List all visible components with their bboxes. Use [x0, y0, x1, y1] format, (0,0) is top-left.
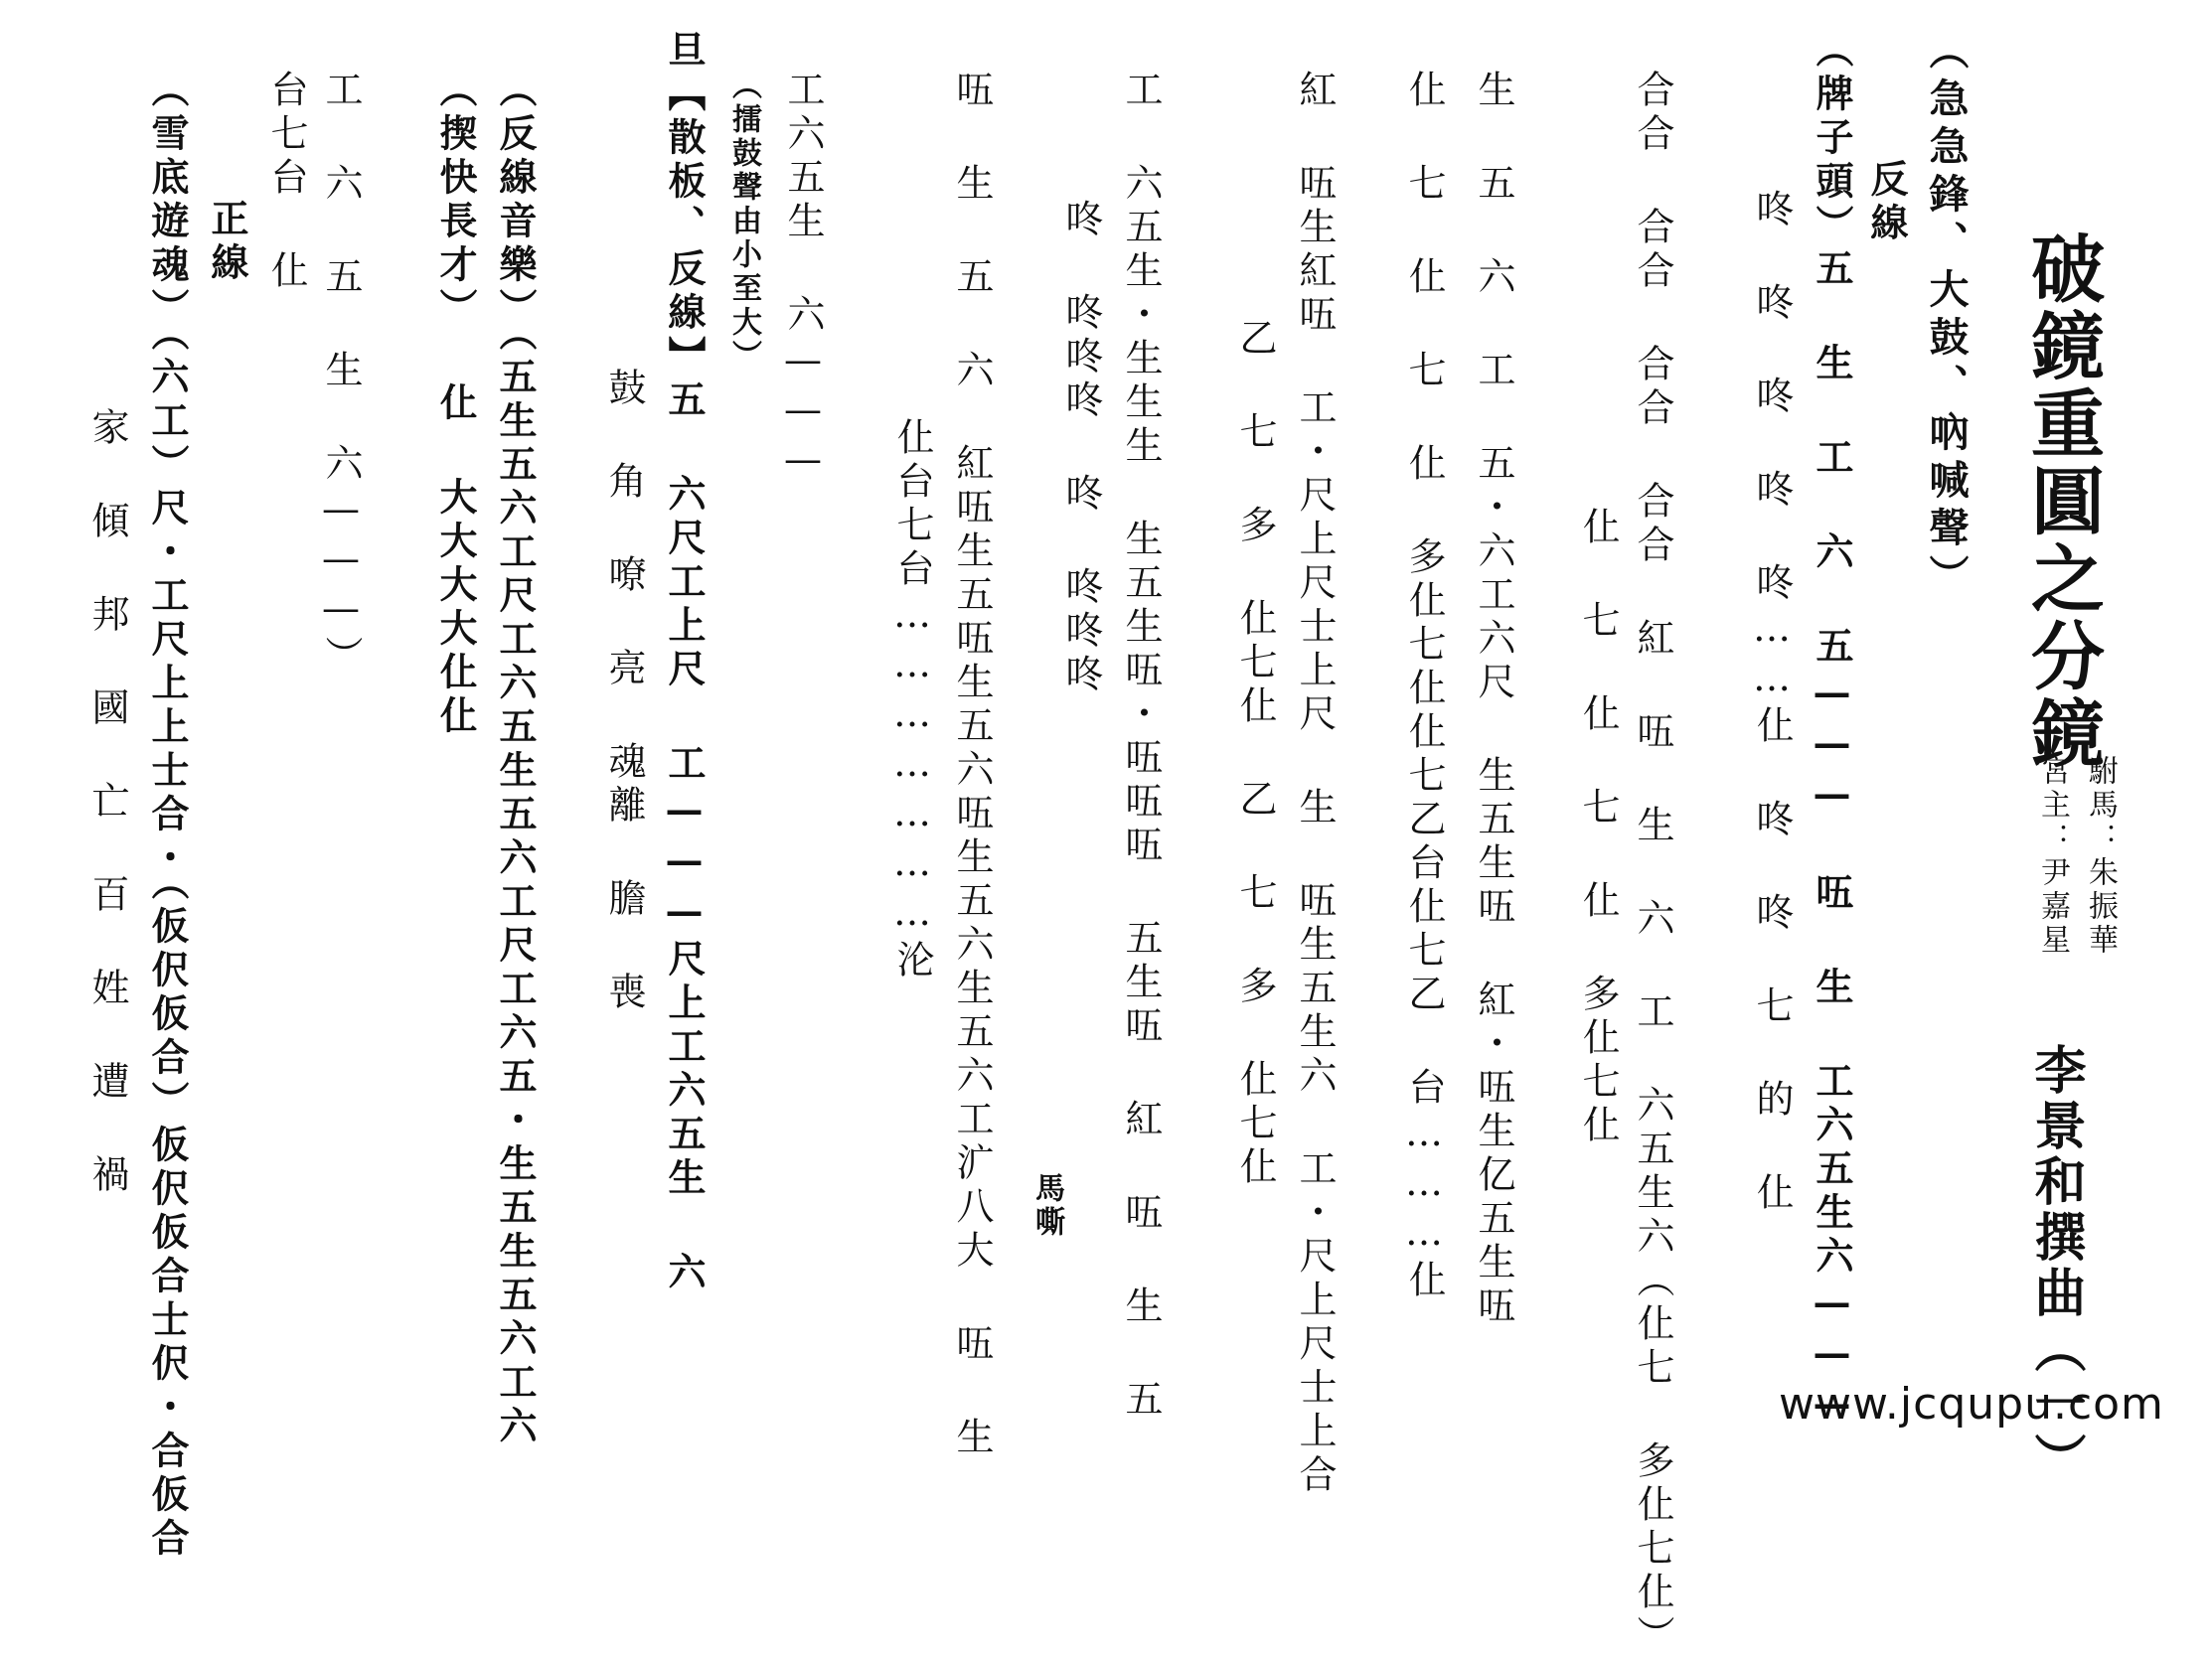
score-column-24: （雪底遊魂）（六工）尺・工尺上上士合・（仮伬仮合）仮伬仮合士伬・合仮合	[145, 70, 190, 1562]
score-column-2: （牌子頭）五 生 工 六 五——— 㕶 生 工六五生六———	[1810, 30, 1854, 1432]
score-column-6: 仩 七 仩 七 仩 多仩七仩	[1576, 507, 1620, 1148]
score-annotation-horse: 馬嘶	[1029, 1172, 1064, 1240]
score-column-11: 工 六五生・生生生 生五生㕶・㕶㕶㕶 五生㕶 紅 㕶 生 五	[1119, 70, 1163, 1423]
composer-line: 李景和撰曲（一）	[2025, 1043, 2086, 1488]
score-column-25: 家 傾 邦 國 亡 百 姓 遭 禍	[85, 407, 129, 1198]
score-column-1: （急急鋒、大鼓、吶喊聲）	[1923, 30, 1970, 602]
score-column-14: 仩台七台…………………沦	[890, 417, 934, 983]
score-column-21: 工 六 五 生 六———）	[319, 70, 363, 679]
page-title: 破鏡重圓之分鏡	[2019, 230, 2105, 773]
score-column-19: （反線音樂）（五生五六工尺工六五生五六工尺工六五・生五生五六工六	[493, 70, 538, 1449]
score-column-20: （揳快長才） 仩 大大大大仩仩	[433, 70, 478, 739]
score-column-15: 工六五生 六———	[781, 70, 825, 487]
score-column-4: 咚 咚 咚 咚 咚……仩 咚 咚 七 的 仩	[1750, 189, 1794, 1216]
score-column-8: 仩 七 仩 七 仩 多仩七仩仩七乙台仩七乙 台………仩	[1402, 70, 1446, 1303]
score-column-5: 合合 合合 合合 合合 紅 㕶 生 六 工 六五生六（仩七 多仩七仩）	[1631, 70, 1674, 1659]
score-column-18: 鼓 角 嘹 亮 魂離 膽 喪	[602, 368, 646, 1015]
score-column-22: 台七台 仩	[264, 70, 308, 294]
score-column-10: 紅 㕶生紅㕶 工・尺上尺士上尺 生 㕶生五生六 工・尺上尺士上合	[1293, 70, 1337, 1498]
score-column-12: 咚 咚咚咚 咚 咚咚咚	[1059, 199, 1103, 747]
credit-line-1: 駙馬：朱振華	[2083, 755, 2118, 958]
score-column-3: 反線	[1864, 159, 1909, 246]
score-column-13: 㕶 生 五 六 紅㕶生五㕶生五六㕶生五六生五六工㲿八大 㕶 生	[950, 70, 994, 1460]
watermark-text: www.jcqupu.com	[1779, 1379, 2164, 1430]
score-column-16: （擂鼓聲由小至大）	[726, 70, 761, 374]
score-column-23: 正線	[205, 199, 249, 286]
score-column-9: 乙 七 多 仩七仩 乙 七 多 仩七仩	[1233, 318, 1277, 1190]
credit-line-2: 宮主：尹嘉星	[2035, 755, 2070, 958]
score-column-7: 生 五 六 工 五・六工六尺 生五生㕶 紅・㕶生亿五生㕶	[1472, 70, 1515, 1329]
score-column-17: 旦【散板、反線】五 六尺工上尺 工———尺上工六五生 六	[662, 30, 707, 1295]
